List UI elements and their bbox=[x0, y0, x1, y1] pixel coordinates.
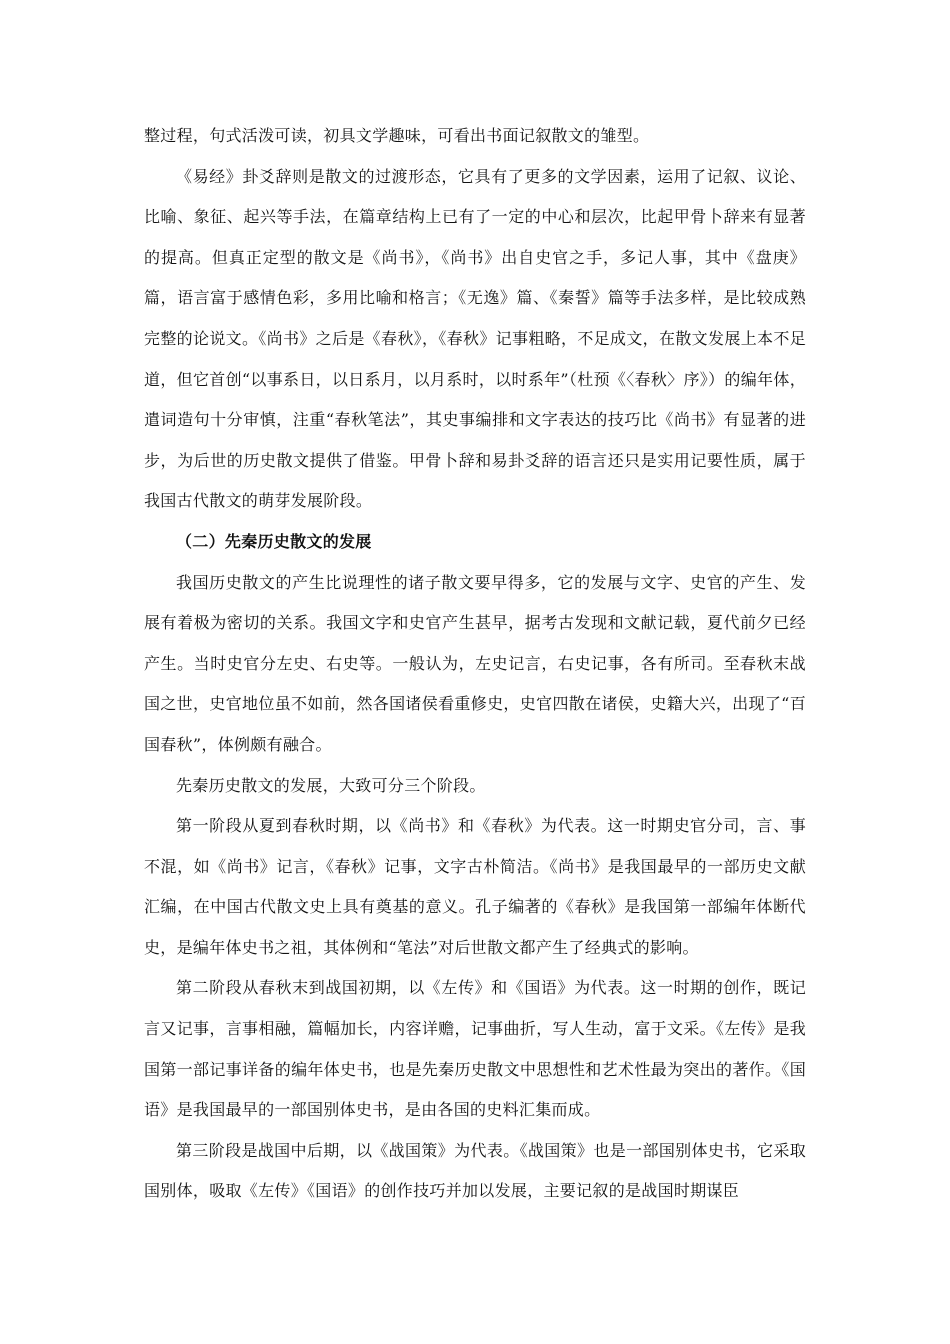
document-body bbox=[144, 116, 806, 1212]
paragraph-stage-one: 第一阶段从夏到春秋时期，以《尚书》和《春秋》为代表。这一时期史官分司，言、事不混，如《尚书》记言，《春秋》记事，文字古朴简洁。《尚书》是我国最早的一部历史文献汇编，在中国古代散文史上具有奠基的意义。孔子编著的《春秋》是我国第一部编年体断代史，是编年体史书之祖，其体例和“笔法”对后世散文都产生了经典式的影响。 bbox=[144, 816, 806, 957]
paragraph-continuation: 整过程，句式活泼可读，初具文学趣味，可看出书面记叙散文的雏型。 bbox=[144, 126, 650, 145]
paragraph-three-stages: 先秦历史散文的发展，大致可分三个阶段。 bbox=[176, 775, 486, 795]
paragraph-history-origin: 我国历史散文的产生比说理性的诸子散文要早得多，它的发展与文字、史官的产生、发展有着极为密切的关系。我国文字和史官产生甚早，据考古发现和文献记载，夏代前夕已经产生。当时史官分左史、右史等。一般认为，左史记言，右史记事，各有所司。至春秋末战国之世，史官地位虽不如前，然各国诸侯看重修史，史官四散在诸侯，史籍大兴，出现了“百国春秋”，体例颇有融合。 bbox=[144, 572, 806, 754]
paragraph-stage-three: 第三阶段是战国中后期，以《战国策》为代表。《战国策》也是一部国别体史书，它采取国别体，吸取《左传》《国语》的创作技巧并加以发展，主要记叙的是战国时期谋臣 bbox=[144, 1140, 806, 1201]
section-heading: （二）先秦历史散文的发展 bbox=[176, 531, 372, 551]
paragraph-stage-two: 第二阶段从春秋末到战国初期，以《左传》和《国语》为代表。这一时期的创作，既记言又记事，言事相融，篇幅加长，内容详赡，记事曲折，写人生动，富于文采。《左传》是我国第一部记事详备的编年体史书，也是先秦历史散文中思想性和艺术性最为突出的著作。《国语》是我国最早的一部国别体史书，是由各国的史料汇集而成。 bbox=[144, 978, 806, 1120]
paragraph-yijing: 《易经》卦爻辞则是散文的过渡形态，它具有了更多的文学因素，运用了记叙、议论、比喻、象征、起兴等手法，在篇章结构上已有了一定的中心和层次，比起甲骨卜辞来有显著的提高。但真正定型的散文是《尚书》，《尚书》出自史官之手，多记人事，其中《盘庚》篇，语言富于感情色彩，多用比喻和格言；《无逸》篇、《秦誓》篇等手法多样，是比较成熟完整的论说文。《尚书》之后是《春秋》，《春秋》记事粗略，不足成文，在散文发展上本不足道，但它首创“以事系日，以日系月，以月系时，以时系年”（杜预《〈春秋〉序》）的编年体，遣词造句十分审慎，注重“春秋笔法”，其史事编排和文字表达的技巧比《尚书》有显著的进步，为后世的历史散文提供了借鉴。甲骨卜辞和易卦爻辞的语言还只是实用记要性质，属于我国古代散文的萌芽发展阶段。 bbox=[144, 166, 806, 511]
